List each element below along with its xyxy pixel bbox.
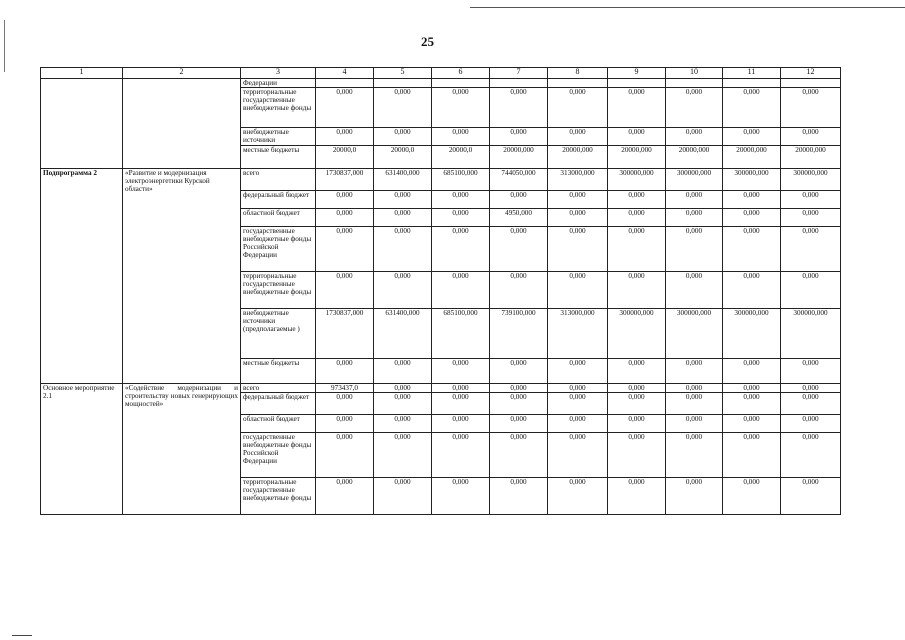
value-cell: 0,000 <box>490 433 548 478</box>
value-cell: 0,000 <box>723 415 781 433</box>
value-cell: 4950,000 <box>490 209 548 227</box>
value-cell: 0,000 <box>781 415 841 433</box>
value-cell: 0,000 <box>666 415 723 433</box>
col-header-2: 2 <box>123 68 241 79</box>
value-cell: 0,000 <box>666 478 723 515</box>
value-cell: 0,000 <box>608 478 666 515</box>
source-cell: федеральный бюджет <box>241 191 316 209</box>
value-cell: 0,000 <box>432 191 490 209</box>
value-cell: 685100,000 <box>432 309 490 359</box>
source-cell: федеральный бюджет <box>241 393 316 415</box>
value-cell: 0,000 <box>490 227 548 272</box>
col-header-6: 6 <box>432 68 490 79</box>
value-cell: 0,000 <box>608 209 666 227</box>
source-cell: государственные внебюджетные фонды Российской Федерации <box>241 227 316 272</box>
value-cell: 744050,000 <box>490 169 548 191</box>
value-cell: 0,000 <box>548 478 608 515</box>
value-cell: 300000,000 <box>781 309 841 359</box>
value-cell: 0,000 <box>490 272 548 309</box>
value-cell: 300000,000 <box>781 169 841 191</box>
value-cell: 0,000 <box>548 88 608 128</box>
value-cell: 0,000 <box>666 191 723 209</box>
col-header-3: 3 <box>241 68 316 79</box>
value-cell: 0,000 <box>316 227 374 272</box>
value-cell: 0,000 <box>374 227 432 272</box>
value-cell <box>723 79 781 88</box>
value-cell: 20000,0 <box>316 146 374 169</box>
value-cell: 0,000 <box>608 227 666 272</box>
value-cell: 0,000 <box>608 191 666 209</box>
value-cell: 0,000 <box>723 384 781 393</box>
col-header-1: 1 <box>41 68 123 79</box>
value-cell: 0,000 <box>432 209 490 227</box>
value-cell: 0,000 <box>374 415 432 433</box>
value-cell: 0,000 <box>781 433 841 478</box>
program-name-cell: «Развитие и модернизация электроэнергетики Курской области» <box>123 169 241 384</box>
source-cell: государственные внебюджетные фонды Российской Федерации <box>241 433 316 478</box>
value-cell: 0,000 <box>432 393 490 415</box>
value-cell: 0,000 <box>374 88 432 128</box>
value-cell: 0,000 <box>781 359 841 384</box>
value-cell: 0,000 <box>432 272 490 309</box>
value-cell: 685100,000 <box>432 169 490 191</box>
value-cell: 0,000 <box>666 128 723 146</box>
value-cell: 0,000 <box>666 272 723 309</box>
value-cell: 20000,000 <box>666 146 723 169</box>
value-cell: 0,000 <box>432 433 490 478</box>
table-row <box>41 384 841 393</box>
value-cell: 0,000 <box>666 433 723 478</box>
value-cell: 0,000 <box>432 415 490 433</box>
value-cell: 0,000 <box>608 393 666 415</box>
value-cell: 0,000 <box>723 272 781 309</box>
value-cell: 0,000 <box>781 272 841 309</box>
source-cell: внебюджетные источники <box>241 128 316 146</box>
value-cell: 0,000 <box>666 209 723 227</box>
value-cell: 0,000 <box>548 384 608 393</box>
value-cell: 0,000 <box>316 393 374 415</box>
value-cell: 0,000 <box>723 209 781 227</box>
table-row <box>41 169 841 191</box>
value-cell: 0,000 <box>432 478 490 515</box>
value-cell: 0,000 <box>316 359 374 384</box>
value-cell: 1730837,000 <box>316 309 374 359</box>
source-cell: всего <box>241 169 316 191</box>
value-cell: 0,000 <box>316 128 374 146</box>
value-cell: 0,000 <box>374 128 432 146</box>
source-cell: Федерации <box>241 79 316 88</box>
table-row <box>41 79 841 88</box>
value-cell: 0,000 <box>490 128 548 146</box>
value-cell: 631400,000 <box>374 309 432 359</box>
source-cell: территориальные государственные внебюджетные фонды <box>241 88 316 128</box>
financing-table <box>40 67 841 515</box>
value-cell <box>316 79 374 88</box>
value-cell <box>608 79 666 88</box>
value-cell: 0,000 <box>548 227 608 272</box>
top-scan-line <box>470 7 905 8</box>
col-header-4: 4 <box>316 68 374 79</box>
value-cell: 0,000 <box>374 359 432 384</box>
value-cell: 0,000 <box>432 384 490 393</box>
value-cell <box>490 79 548 88</box>
value-cell <box>666 79 723 88</box>
source-cell: внебюджетные источники (предполагаемые ) <box>241 309 316 359</box>
value-cell: 0,000 <box>781 209 841 227</box>
value-cell: 0,000 <box>781 88 841 128</box>
value-cell: 0,000 <box>316 478 374 515</box>
value-cell <box>548 79 608 88</box>
col-header-12: 12 <box>781 68 841 79</box>
value-cell: 0,000 <box>723 433 781 478</box>
value-cell: 0,000 <box>548 415 608 433</box>
source-cell: местные бюджеты <box>241 359 316 384</box>
source-cell: местные бюджеты <box>241 146 316 169</box>
value-cell: 0,000 <box>490 359 548 384</box>
value-cell: 0,000 <box>723 393 781 415</box>
value-cell: 0,000 <box>666 384 723 393</box>
value-cell: 973437,0 <box>316 384 374 393</box>
source-cell: территориальные государственные внебюджетные фонды <box>241 272 316 309</box>
value-cell: 0,000 <box>666 393 723 415</box>
value-cell: 0,000 <box>781 384 841 393</box>
value-cell: 0,000 <box>548 191 608 209</box>
source-cell: территориальные государственные внебюджетные фонды <box>241 478 316 515</box>
value-cell: 0,000 <box>374 384 432 393</box>
value-cell: 300000,000 <box>666 309 723 359</box>
col-header-8: 8 <box>548 68 608 79</box>
value-cell: 0,000 <box>723 128 781 146</box>
value-cell: 0,000 <box>608 415 666 433</box>
value-cell: 1730837,000 <box>316 169 374 191</box>
value-cell: 20000,000 <box>490 146 548 169</box>
value-cell: 0,000 <box>432 128 490 146</box>
value-cell: 0,000 <box>781 478 841 515</box>
value-cell: 0,000 <box>548 272 608 309</box>
value-cell: 0,000 <box>608 384 666 393</box>
value-cell <box>781 79 841 88</box>
value-cell: 20000,000 <box>723 146 781 169</box>
value-cell: 0,000 <box>548 128 608 146</box>
col-header-10: 10 <box>666 68 723 79</box>
value-cell: 0,000 <box>548 393 608 415</box>
value-cell: 0,000 <box>666 359 723 384</box>
value-cell: 300000,000 <box>608 309 666 359</box>
value-cell: 20000,0 <box>374 146 432 169</box>
bottom-scan-mark <box>12 635 32 636</box>
value-cell: 0,000 <box>608 433 666 478</box>
value-cell: 0,000 <box>723 359 781 384</box>
value-cell: 0,000 <box>548 359 608 384</box>
value-cell: 0,000 <box>374 209 432 227</box>
value-cell: 0,000 <box>608 272 666 309</box>
col-header-5: 5 <box>374 68 432 79</box>
value-cell: 0,000 <box>781 227 841 272</box>
value-cell: 0,000 <box>316 272 374 309</box>
value-cell: 20000,000 <box>781 146 841 169</box>
source-cell: областной бюджет <box>241 415 316 433</box>
value-cell: 0,000 <box>490 88 548 128</box>
value-cell: 0,000 <box>374 478 432 515</box>
value-cell: 0,000 <box>490 191 548 209</box>
value-cell: 20000,000 <box>548 146 608 169</box>
value-cell: 20000,0 <box>432 146 490 169</box>
value-cell: 739100,000 <box>490 309 548 359</box>
header-row <box>41 68 841 79</box>
value-cell: 0,000 <box>666 227 723 272</box>
value-cell: 0,000 <box>432 227 490 272</box>
source-cell: областной бюджет <box>241 209 316 227</box>
value-cell: 300000,000 <box>608 169 666 191</box>
value-cell: 0,000 <box>490 393 548 415</box>
value-cell: 0,000 <box>608 128 666 146</box>
value-cell: 313000,000 <box>548 309 608 359</box>
program-name-cell: «Содействие модернизации и строительству новых генерирующих мощностей» <box>123 384 241 515</box>
value-cell: 0,000 <box>432 88 490 128</box>
value-cell: 0,000 <box>374 191 432 209</box>
status-cell: Подпрограмма 2 <box>41 169 123 384</box>
program-name-cell <box>123 79 241 169</box>
value-cell: 0,000 <box>374 433 432 478</box>
value-cell: 0,000 <box>723 227 781 272</box>
value-cell: 0,000 <box>781 191 841 209</box>
value-cell: 20000,000 <box>608 146 666 169</box>
page-number: 25 <box>421 34 434 49</box>
value-cell: 0,000 <box>666 88 723 128</box>
value-cell: 300000,000 <box>666 169 723 191</box>
value-cell: 0,000 <box>548 209 608 227</box>
value-cell: 0,000 <box>316 191 374 209</box>
status-cell: Основное мероприятие 2.1 <box>41 384 123 515</box>
value-cell: 0,000 <box>316 415 374 433</box>
value-cell: 300000,000 <box>723 169 781 191</box>
value-cell: 0,000 <box>608 88 666 128</box>
col-header-9: 9 <box>608 68 666 79</box>
value-cell: 0,000 <box>723 191 781 209</box>
value-cell: 631400,000 <box>374 169 432 191</box>
status-cell <box>41 79 123 169</box>
value-cell: 0,000 <box>548 433 608 478</box>
value-cell: 0,000 <box>490 478 548 515</box>
value-cell: 0,000 <box>374 393 432 415</box>
value-cell: 0,000 <box>781 128 841 146</box>
value-cell: 313000,000 <box>548 169 608 191</box>
value-cell: 300000,000 <box>723 309 781 359</box>
value-cell: 0,000 <box>723 478 781 515</box>
value-cell: 0,000 <box>432 359 490 384</box>
col-header-7: 7 <box>490 68 548 79</box>
source-cell: всего <box>241 384 316 393</box>
value-cell <box>374 79 432 88</box>
value-cell: 0,000 <box>316 88 374 128</box>
value-cell: 0,000 <box>316 433 374 478</box>
value-cell: 0,000 <box>781 393 841 415</box>
value-cell: 0,000 <box>316 209 374 227</box>
value-cell: 0,000 <box>608 359 666 384</box>
value-cell <box>432 79 490 88</box>
value-cell: 0,000 <box>723 88 781 128</box>
col-header-11: 11 <box>723 68 781 79</box>
value-cell: 0,000 <box>490 415 548 433</box>
value-cell: 0,000 <box>490 384 548 393</box>
value-cell: 0,000 <box>374 272 432 309</box>
